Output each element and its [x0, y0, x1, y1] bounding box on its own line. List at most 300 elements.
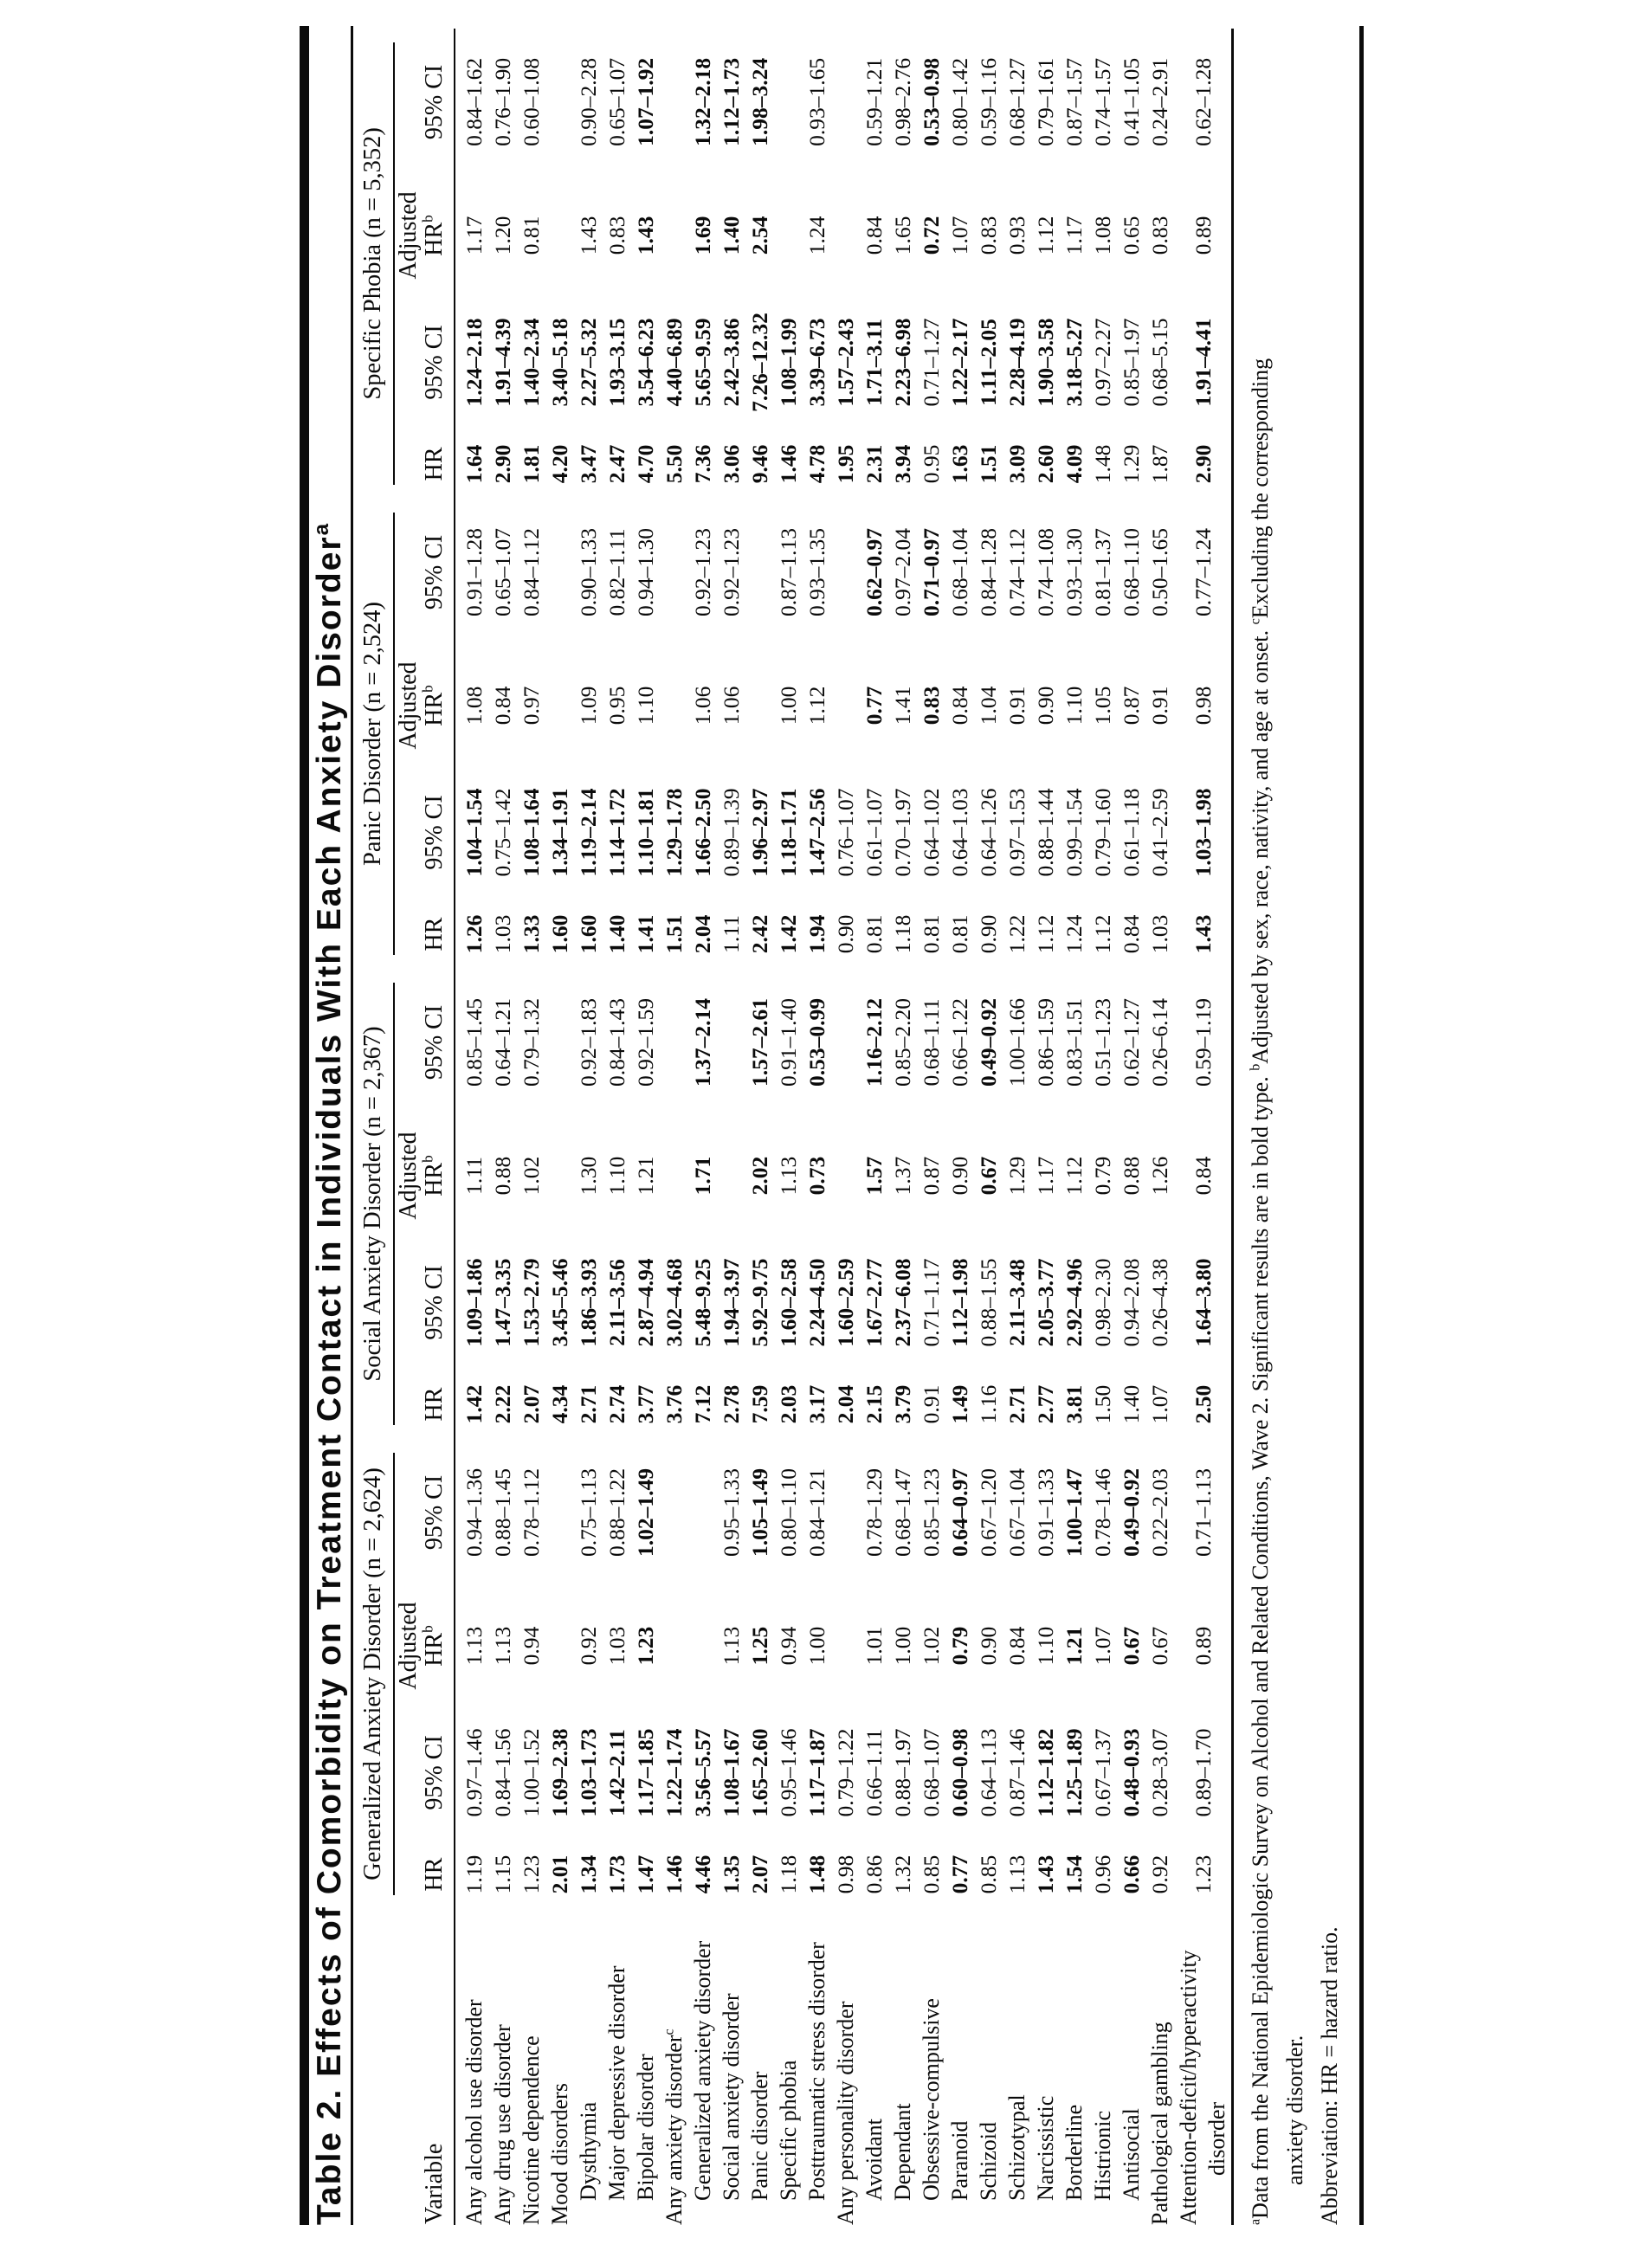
ci-cell: 0.79–1.22: [833, 1728, 858, 1817]
adjusted-hr-cell: [545, 1586, 574, 1706]
ci-cell: 0.66–1.11: [861, 1728, 887, 1817]
row-label: Obsessive-compulsive: [919, 1998, 944, 2201]
row-label: Dysthymia: [576, 2101, 601, 2201]
adjusted-hr-cell: 0.84: [490, 686, 515, 726]
adjusted-ci-cell: 0.74–1.08: [1033, 527, 1058, 616]
adjusted-ci-cell: [545, 969, 574, 1116]
adjusted-hr-cell: 1.29: [1004, 1156, 1029, 1196]
adjusted-ci-cell: 0.79–1.32: [519, 998, 544, 1087]
ci-cell: 0.88–1.55: [976, 1258, 1001, 1347]
hr-cell: 1.63: [947, 444, 972, 484]
adjusted-hr-cell: 0.90: [1033, 686, 1058, 726]
adjusted-hr-cell: 0.84: [861, 216, 887, 255]
adjusted-ci-cell: 0.78–1.12: [519, 1468, 544, 1557]
ci-cell: 0.71–1.27: [919, 318, 944, 407]
hr-cell: 2.04: [690, 914, 715, 954]
adjusted-hr-cell: 0.79: [947, 1626, 972, 1666]
adjusted-hr-cell: 1.11: [461, 1157, 487, 1195]
table-row: [917, 29, 945, 2225]
adjusted-ci-cell: [660, 29, 688, 176]
adjusted-ci-cell: 0.97–2.04: [890, 527, 915, 616]
hr-cell: 1.15: [490, 1854, 515, 1894]
row-label: Mood disorders: [547, 2083, 572, 2225]
hr-header: HR: [395, 429, 455, 499]
hr-cell: 2.74: [604, 1384, 629, 1424]
ci-cell: 1.17–1.85: [633, 1728, 658, 1817]
hr-cell: 3.79: [890, 1384, 915, 1424]
table-row: [488, 29, 517, 2225]
adjusted-hr-cell: 1.12: [1062, 1156, 1087, 1196]
hr-cell: 0.86: [861, 1854, 887, 1894]
adjusted-hr-cell: 1.07: [1090, 1626, 1115, 1666]
adjusted-ci-cell: 0.24–2.91: [1147, 57, 1172, 146]
adjusted-hr-cell: 1.25: [747, 1626, 772, 1666]
adjusted-hr-cell: 1.13: [490, 1626, 515, 1666]
adjusted-hr-cell: 1.69: [690, 216, 715, 255]
adjusted-hr-cell: 0.95: [604, 686, 629, 726]
adjusted-hr-cell: 1.24: [804, 216, 829, 255]
hr-cell: 0.81: [919, 914, 944, 954]
hr-cell: 4.09: [1062, 444, 1087, 484]
adjusted-hr-cell: 1.08: [1090, 216, 1115, 255]
adjusted-hr-header: Adjusted $HR^b$: [395, 1586, 455, 1706]
adjusted-ci-cell: [688, 1439, 717, 1586]
ci-cell: 2.27–5.32: [576, 318, 601, 407]
row-label: Schizotypal: [1004, 2094, 1029, 2201]
adjusted-ci-cell: 0.64–1.21: [490, 998, 515, 1087]
adjusted-ci-cell: 0.80–1.42: [947, 57, 972, 146]
hr-cell: 3.06: [719, 444, 744, 484]
hr-cell: 2.22: [490, 1384, 515, 1424]
ci-cell: 1.53–2.79: [519, 1258, 544, 1347]
ci-cell: 0.67–1.37: [1090, 1728, 1115, 1817]
ci-cell: 2.11–3.48: [1004, 1259, 1029, 1346]
hr-cell: 1.48: [1090, 444, 1115, 484]
adjusted-hr-cell: 1.21: [1062, 1626, 1087, 1666]
hr-cell: 1.42: [776, 914, 801, 954]
adjusted-hr-cell: 1.12: [804, 686, 829, 726]
adjusted-hr-cell: 1.13: [776, 1156, 801, 1196]
hr-cell: 1.51: [661, 914, 687, 954]
footnote-line: $^a$Data from the National Epidemiologic Survey on Alcohol and Related Conditions, Wave 2. Significant results are in bold type. $^b$Adjusted by sex, race, nativity, and age at onset. $^c$Excluding the corresponding: [1248, 358, 1273, 2225]
ci-cell: 3.18–5.27: [1062, 318, 1087, 407]
row-label: Avoidant: [861, 2119, 887, 2201]
ci-cell: 3.45–5.46: [547, 1258, 572, 1347]
adjusted-ci-cell: 0.86–1.59: [1033, 998, 1058, 1087]
ci-cell: 0.89–1.39: [719, 788, 744, 877]
ci-cell: 1.22–1.74: [661, 1728, 687, 1817]
adjusted-ci-cell: 0.71–1.13: [1190, 1468, 1216, 1557]
hr-cell: 0.95: [919, 444, 944, 484]
ci-cell: 1.08–1.64: [519, 788, 544, 877]
adjusted-ci-cell: 0.81–1.37: [1090, 527, 1115, 616]
row-label: Attention-deficit/hyperactivity disorder: [1176, 1950, 1229, 2225]
hr-cell: 0.90: [976, 914, 1001, 954]
hr-cell: 0.91: [919, 1384, 944, 1424]
ci-cell: 0.68–1.07: [919, 1728, 944, 1817]
adjusted-ci-cell: [545, 1439, 574, 1586]
ci-cell: 2.05–3.77: [1033, 1258, 1058, 1347]
adjusted-hr-cell: 0.91: [1147, 686, 1172, 726]
ci-cell: 2.92–4.96: [1062, 1258, 1087, 1347]
adjusted-ci-header: 95% CI: [395, 969, 455, 1116]
hr-cell: 1.94: [804, 914, 829, 954]
adjusted-ci-cell: [660, 1439, 688, 1586]
adjusted-ci-cell: 0.92–1.59: [633, 998, 658, 1087]
hr-cell: 1.26: [461, 914, 487, 954]
ci-cell: 2.37–6.08: [890, 1258, 915, 1347]
ci-cell: 0.26–4.38: [1147, 1258, 1172, 1347]
adjusted-hr-cell: [688, 1586, 717, 1706]
adjusted-hr-cell: 0.73: [804, 1156, 829, 1196]
adjusted-ci-cell: 0.88–1.45: [490, 1468, 515, 1557]
row-label: Nicotine dependence: [519, 2035, 544, 2225]
adjusted-ci-cell: 0.60–1.08: [519, 57, 544, 146]
hr-cell: 1.64: [461, 444, 487, 484]
ci-cell: 1.42–2.11: [604, 1729, 629, 1816]
adjusted-ci-cell: 1.02–1.49: [633, 1468, 658, 1557]
adjusted-hr-cell: 1.00: [804, 1626, 829, 1666]
ci-cell: 0.48–0.93: [1119, 1728, 1144, 1817]
adjusted-ci-cell: 1.00–1.66: [1004, 998, 1029, 1087]
hr-cell: 2.15: [861, 1384, 887, 1424]
adjusted-ci-cell: 0.65–1.07: [490, 527, 515, 616]
adjusted-ci-cell: 0.71–0.97: [919, 527, 944, 616]
adjusted-hr-header: Adjusted $HR^b$: [395, 176, 455, 295]
table-row: [1088, 29, 1117, 2225]
ci-cell: 5.48–9.25: [690, 1258, 715, 1347]
hr-cell: 7.59: [747, 1384, 772, 1424]
hr-cell: 1.49: [947, 1384, 972, 1424]
table-row: [860, 29, 888, 2225]
ci-cell: 0.60–0.98: [947, 1728, 972, 1817]
hr-cell: 1.24: [1062, 914, 1087, 954]
adjusted-ci-cell: 0.98–2.76: [890, 57, 915, 146]
adjusted-ci-cell: 0.68–1.10: [1119, 527, 1144, 616]
adjusted-ci-cell: [774, 29, 803, 176]
adjusted-hr-cell: 0.83: [919, 686, 944, 726]
table-row: [774, 29, 803, 2225]
adjusted-ci-cell: 1.98–3.24: [747, 57, 772, 146]
superscript-marker: b: [419, 685, 436, 693]
adjusted-ci-cell: 0.59–1.16: [976, 57, 1001, 146]
adjusted-ci-cell: 1.32–2.18: [690, 57, 715, 146]
ci-cell: 1.12–1.98: [947, 1258, 972, 1347]
hr-cell: 1.51: [976, 444, 1001, 484]
adjusted-ci-cell: 0.87–1.57: [1062, 57, 1087, 146]
ci-cell: 7.26–12.32: [747, 313, 772, 412]
adjusted-ci-cell: 0.78–1.29: [861, 1468, 887, 1557]
adjusted-ci-cell: 0.68–1.47: [890, 1468, 915, 1557]
adjusted-ci-cell: 0.90–2.28: [576, 57, 601, 146]
adjusted-hr-cell: 1.30: [576, 1156, 601, 1196]
ci-cell: 3.54–6.23: [633, 318, 658, 407]
ci-cell: 1.66–2.50: [690, 788, 715, 877]
adjusted-hr-cell: 0.90: [976, 1626, 1001, 1666]
adjusted-ci-cell: 0.78–1.46: [1090, 1468, 1115, 1557]
row-label: Paranoid: [947, 2120, 972, 2201]
adjusted-hr-cell: 0.84: [1190, 1156, 1216, 1196]
table-row: [455, 29, 488, 2225]
table-row: [517, 29, 545, 2225]
adjusted-ci-cell: 0.74–1.12: [1004, 527, 1029, 616]
adjusted-hr-cell: 1.02: [519, 1156, 544, 1196]
ci-cell: 1.71–3.11: [861, 319, 887, 406]
adjusted-hr-cell: 1.10: [633, 686, 658, 726]
hr-cell: 1.03: [1147, 914, 1172, 954]
table-row: [888, 29, 917, 2225]
hr-cell: 2.03: [776, 1384, 801, 1424]
adjusted-hr-cell: 0.87: [1119, 686, 1144, 726]
ci-cell: 3.39–6.73: [804, 318, 829, 407]
ci-cell: 1.60–2.59: [833, 1258, 858, 1347]
adjusted-ci-cell: [717, 969, 745, 1116]
table-row: [688, 29, 717, 2225]
table-row: [803, 29, 831, 2225]
adjusted-hr-cell: 0.67: [1147, 1626, 1172, 1666]
row-label: Antisocial: [1119, 2108, 1144, 2201]
adjusted-ci-cell: 0.84–1.21: [804, 1468, 829, 1557]
table-row: [631, 29, 660, 2225]
group-header-pd: Panic Disorder (n = 2,524): [353, 499, 395, 969]
comorbidity-table: [353, 29, 1234, 2225]
adjusted-hr-cell: 1.10: [604, 1156, 629, 1196]
row-label: Narcissistic: [1033, 2095, 1058, 2201]
ci-cell: 0.88–1.97: [890, 1728, 915, 1817]
row-label: Histrionic: [1090, 2111, 1115, 2201]
adjusted-ci-cell: 0.91–1.40: [776, 998, 801, 1087]
adjusted-ci-cell: 0.92–1.23: [719, 527, 744, 616]
adjusted-hr-cell: 1.12: [1033, 216, 1058, 255]
ci-cell: 1.18–1.71: [776, 788, 801, 877]
hr-cell: 1.60: [576, 914, 601, 954]
ci-cell: 1.11–2.05: [976, 319, 1001, 406]
hr-header: HR: [395, 1370, 455, 1439]
adjusted-hr-cell: [831, 1116, 860, 1235]
adjusted-ci-cell: [831, 29, 860, 176]
ci-cell: 5.92–9.75: [747, 1258, 772, 1347]
adjusted-ci-cell: 0.51–1.23: [1090, 998, 1115, 1087]
ci-cell: 1.17–1.87: [804, 1728, 829, 1817]
adjusted-hr-cell: 0.91: [1004, 686, 1029, 726]
hr-header: HR: [395, 1840, 455, 1909]
adjusted-ci-cell: 0.93–1.35: [804, 527, 829, 616]
adjusted-ci-cell: 0.77–1.24: [1190, 527, 1216, 616]
ci-cell: 1.03–1.98: [1190, 788, 1216, 877]
adjusted-hr-cell: [545, 646, 574, 765]
adjusted-ci-cell: 0.85–1.45: [461, 998, 487, 1087]
adjusted-hr-cell: 1.41: [890, 686, 915, 726]
hr-cell: 0.81: [861, 914, 887, 954]
adjusted-ci-cell: [545, 499, 574, 646]
hr-cell: 2.60: [1033, 444, 1058, 484]
superscript-marker: a: [1248, 2218, 1263, 2225]
adjusted-ci-cell: 0.22–2.03: [1147, 1468, 1172, 1557]
hr-cell: 1.40: [604, 914, 629, 954]
adjusted-hr-cell: 0.77: [861, 686, 887, 726]
variable-column-header: Variable: [395, 1909, 455, 2225]
row-label: Social anxiety disorder: [719, 1993, 744, 2201]
adjusted-hr-cell: 0.88: [490, 1156, 515, 1196]
adjusted-ci-cell: 0.91–1.28: [461, 527, 487, 616]
ci-cell: 1.86–3.93: [576, 1258, 601, 1347]
ci-cell: 0.71–1.17: [919, 1258, 944, 1347]
adjusted-ci-cell: 0.85–1.23: [919, 1468, 944, 1557]
hr-cell: 1.22: [1004, 914, 1029, 954]
hr-cell: 4.78: [804, 444, 829, 484]
hr-cell: 0.98: [833, 1854, 858, 1894]
ci-cell: 2.11–3.56: [604, 1259, 629, 1346]
ci-cell: 1.93–3.15: [604, 318, 629, 407]
hr-header: HR: [395, 900, 455, 969]
adjusted-ci-cell: 0.84–1.28: [976, 527, 1001, 616]
hr-cell: 7.12: [690, 1384, 715, 1424]
adjusted-hr-cell: 0.83: [976, 216, 1001, 255]
hr-cell: 2.04: [833, 1384, 858, 1424]
ci-cell: 0.28–3.07: [1147, 1728, 1172, 1817]
row-label: Panic disorder: [747, 2071, 772, 2201]
adjusted-hr-cell: [774, 176, 803, 295]
row-label: Borderline: [1062, 2104, 1087, 2201]
adjusted-hr-cell: [831, 176, 860, 295]
adjusted-hr-cell: [660, 646, 688, 765]
adjusted-hr-cell: 1.43: [576, 216, 601, 255]
table-row: [1003, 29, 1031, 2225]
adjusted-ci-cell: 0.79–1.61: [1033, 57, 1058, 146]
adjusted-hr-cell: 0.67: [1119, 1626, 1144, 1666]
adjusted-ci-cell: 0.49–0.92: [1119, 1468, 1144, 1557]
adjusted-hr-cell: 1.07: [947, 216, 972, 255]
footnote-line: anxiety disorder.: [1282, 2035, 1307, 2185]
hr-cell: 1.11: [719, 915, 744, 953]
group-header-gad: Generalized Anxiety Disorder (n = 2,624): [353, 1439, 395, 1909]
hr-cell: 1.43: [1033, 1854, 1058, 1894]
closing-rule: [1359, 26, 1364, 2225]
adjusted-ci-cell: 0.84–1.12: [519, 527, 544, 616]
row-label: Any drug use disorder: [490, 2024, 515, 2225]
hr-cell: 1.12: [1033, 914, 1058, 954]
adjusted-hr-cell: 1.08: [461, 686, 487, 726]
group-header-sad: Social Anxiety Disorder (n = 2,367): [353, 969, 395, 1439]
adjusted-hr-cell: [717, 1116, 745, 1235]
hr-cell: 1.32: [890, 1854, 915, 1894]
adjusted-hr-cell: [660, 176, 688, 295]
table-row: [660, 29, 688, 2225]
hr-cell: 1.16: [976, 1384, 1001, 1424]
hr-cell: 1.50: [1090, 1384, 1115, 1424]
ci-cell: 0.97–1.53: [1004, 788, 1029, 877]
adjusted-ci-cell: 0.94–1.36: [461, 1468, 487, 1557]
adjusted-ci-cell: [831, 1439, 860, 1586]
hr-cell: 1.19: [461, 1854, 487, 1894]
adjusted-hr-cell: 1.02: [919, 1626, 944, 1666]
ci-cell: 3.02–4.68: [661, 1258, 687, 1347]
adjusted-ci-cell: 1.05–1.49: [747, 1468, 772, 1557]
hr-cell: 2.78: [719, 1384, 744, 1424]
hr-cell: 1.35: [719, 1854, 744, 1894]
ci-cell: 1.03–1.73: [576, 1728, 601, 1817]
adjusted-hr-cell: 2.54: [747, 216, 772, 255]
hr-cell: 2.71: [576, 1384, 601, 1424]
table-row: [545, 29, 574, 2225]
hr-cell: 1.18: [776, 1854, 801, 1894]
hr-cell: 1.41: [633, 914, 658, 954]
ci-cell: 1.22–2.17: [947, 318, 972, 407]
ci-cell: 0.76–1.07: [833, 788, 858, 877]
adjusted-hr-cell: 0.97: [519, 686, 544, 726]
table-row: [1031, 29, 1060, 2225]
hr-cell: 2.01: [547, 1854, 572, 1894]
adjusted-ci-cell: 0.41–1.05: [1119, 57, 1144, 146]
adjusted-ci-cell: 0.66–1.22: [947, 998, 972, 1087]
adjusted-ci-cell: 0.75–1.13: [576, 1468, 601, 1557]
ci-header: 95% CI: [395, 1706, 455, 1840]
row-label: Posttraumatic stress disorder: [804, 1942, 829, 2201]
adjusted-ci-cell: [660, 969, 688, 1116]
adjusted-hr-cell: 0.93: [1004, 216, 1029, 255]
hr-cell: 1.43: [1190, 914, 1216, 954]
adjusted-ci-cell: 0.59–1.19: [1190, 998, 1216, 1087]
ci-cell: 0.61–1.07: [861, 788, 887, 877]
adjusted-hr-header: Adjusted $HR^b$: [395, 1116, 455, 1235]
ci-cell: 1.24–2.18: [461, 318, 487, 407]
ci-cell: 1.94–3.97: [719, 1258, 744, 1347]
ci-cell: 1.09–1.86: [461, 1258, 487, 1347]
ci-cell: 0.61–1.18: [1119, 788, 1144, 877]
ci-cell: 1.69–2.38: [547, 1728, 572, 1817]
adjusted-hr-cell: 1.26: [1147, 1156, 1172, 1196]
row-label: Bipolar disorder: [633, 2054, 658, 2201]
hr-cell: 2.07: [519, 1384, 544, 1424]
ci-cell: 0.97–2.27: [1090, 318, 1115, 407]
ci-cell: 0.89–1.70: [1190, 1728, 1216, 1817]
hr-cell: 1.07: [1147, 1384, 1172, 1424]
adjusted-hr-cell: 2.02: [747, 1156, 772, 1196]
adjusted-ci-cell: 0.53–0.99: [804, 998, 829, 1087]
ci-cell: 1.25–1.89: [1062, 1728, 1087, 1817]
adjusted-hr-cell: 1.20: [490, 216, 515, 255]
hr-cell: 0.85: [976, 1854, 1001, 1894]
adjusted-hr-cell: 0.87: [919, 1156, 944, 1196]
hr-cell: 0.85: [919, 1854, 944, 1894]
group-header-row: [353, 29, 395, 2225]
hr-cell: 1.46: [661, 1854, 687, 1894]
hr-cell: 4.70: [633, 444, 658, 484]
ci-cell: 2.23–6.98: [890, 318, 915, 407]
hr-cell: 0.81: [947, 914, 972, 954]
hr-cell: 9.46: [747, 444, 772, 484]
ci-cell: 2.42–3.86: [719, 318, 744, 407]
adjusted-hr-cell: 1.06: [690, 686, 715, 726]
adjusted-hr-cell: 0.94: [519, 1626, 544, 1666]
table-row: [974, 29, 1003, 2225]
adjusted-ci-header: 95% CI: [395, 499, 455, 646]
adjusted-ci-cell: 0.50–1.65: [1147, 527, 1172, 616]
row-label: Dependant: [890, 2103, 915, 2201]
ci-cell: 1.08–1.67: [719, 1728, 744, 1817]
hr-cell: 2.90: [490, 444, 515, 484]
adjusted-ci-cell: 0.95–1.33: [719, 1468, 744, 1557]
adjusted-ci-cell: 0.67–1.04: [1004, 1468, 1029, 1557]
adjusted-hr-cell: [545, 1116, 574, 1235]
adjusted-ci-cell: [660, 499, 688, 646]
adjusted-hr-cell: 1.00: [776, 686, 801, 726]
adjusted-ci-cell: 0.59–1.21: [861, 57, 887, 146]
hr-cell: 3.47: [576, 444, 601, 484]
adjusted-ci-cell: 0.62–1.28: [1190, 57, 1216, 146]
adjusted-ci-cell: [831, 969, 860, 1116]
ci-cell: 5.65–9.59: [690, 318, 715, 407]
